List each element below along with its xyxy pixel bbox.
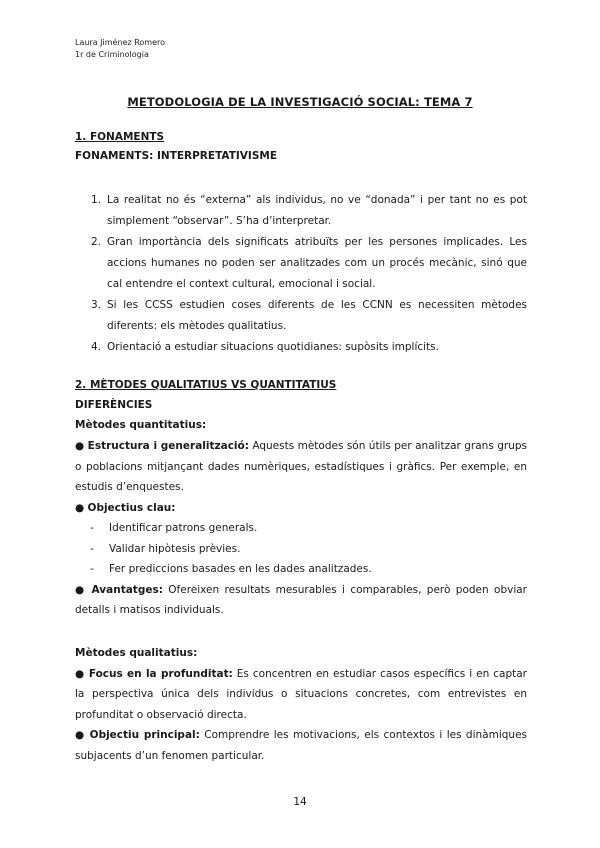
qualitative-objective-paragraph: [75, 725, 527, 766]
bullet-icon: ●: [75, 501, 85, 514]
page-number: 14: [293, 796, 307, 808]
list-item-text: Identificar patrons generals.: [109, 522, 258, 534]
list-item-number: 3.: [91, 299, 102, 311]
list-item: [75, 539, 527, 560]
paragraph-text: Comprendre les motivacions, els contextos i les dinàmiques subjacents d’un fenomen particular.: [75, 729, 528, 762]
section1-subheading: FONAMENTS: INTERPRETATIVISME: [75, 150, 278, 162]
list-item-text: Fer prediccions basades en les dades analitzades.: [109, 563, 372, 575]
page-header: [75, 37, 165, 61]
list-item-text: Gran importància dels significats atribuïts per les persones implicades. Les accions humanes no poden ser analitzades com un procés mecànic, sinó que cal entendre el context cultural, emocional i social.: [107, 236, 527, 290]
paragraph-label: Objectius clau:: [87, 501, 176, 514]
section2-subheading: DIFERÈNCIES: [75, 399, 153, 411]
list-item-text: Orientació a estudiar situacions quotidianes: supòsits implícits.: [107, 341, 439, 353]
paragraph-label: Estructura i generalització:: [87, 440, 249, 452]
section2: [75, 376, 527, 766]
list-item: [75, 518, 527, 539]
dash-marker: -: [90, 522, 94, 534]
paragraph-label: Avantatges:: [91, 583, 163, 596]
quantitative-heading: Mètodes quantitatius:: [75, 419, 207, 431]
course-name: 1r de Criminologia: [75, 50, 149, 59]
list-item: [75, 295, 527, 337]
bullet-icon: ●: [75, 440, 85, 452]
list-item-text: Validar hipòtesis prèvies.: [109, 542, 241, 555]
fonaments-list: [75, 190, 527, 358]
list-item-text: Si les CCSS estudien coses diferents de les CCNN es necessiten mètodes diferents: els mètodes qualitatius.: [107, 299, 527, 332]
dash-marker: -: [90, 542, 94, 555]
section1-heading: 1. FONAMENTS: [75, 131, 165, 143]
bullet-icon: ●: [75, 583, 87, 596]
list-item: [75, 559, 527, 580]
paragraph-text: Aquests mètodes són útils per analitzar grans grups o poblacions mitjançant dades numèriques, estadístiques i gràfics. Per exemple, en estudis d’enquestes.: [75, 440, 527, 493]
list-item-number: 4.: [91, 341, 102, 353]
list-item: [75, 337, 527, 358]
document-title: METODOLOGIA DE LA INVESTIGACIÓ SOCIAL: TEMA 7: [127, 95, 473, 109]
section2-heading: 2. MÈTODES QUALITATIUS VS QUANTITATIUS: [75, 379, 337, 391]
list-item: [75, 190, 527, 232]
quantitative-advantages-paragraph: [75, 580, 527, 621]
list-item-text: La realitat no és “externa” als individus, no ve “donada” i per tant no es pot simplement “observar”. S’ha d’interpretar.: [107, 194, 527, 227]
bullet-icon: ●: [75, 667, 85, 680]
quantitative-goals-label: [75, 498, 527, 519]
paragraph-label: Objectiu principal:: [89, 729, 200, 741]
qualitative-heading: Mètodes qualitatius:: [75, 646, 198, 659]
paragraph-text: Es concentren en estudiar casos específics i en captar la perspectiva única dels individus o situacions concretes, com entrevistes en profunditat o observació directa.: [75, 667, 527, 721]
author-name: Laura Jiménez Romero: [75, 38, 166, 47]
bullet-icon: ●: [75, 729, 86, 741]
list-item-number: 2.: [91, 236, 102, 248]
paragraph-label: Focus en la profunditat:: [88, 667, 233, 680]
dash-marker: -: [90, 563, 94, 575]
quantitative-structure-paragraph: [75, 436, 527, 498]
goals-list: [75, 518, 527, 580]
paragraph-text: Ofereixen resultats mesurables i comparables, però poden obviar detalls i matisos individuals.: [75, 583, 527, 616]
qualitative-focus-paragraph: [75, 664, 527, 726]
list-item: [75, 232, 527, 295]
section1-heading-block: [75, 128, 527, 166]
list-item-number: 1.: [91, 194, 102, 206]
